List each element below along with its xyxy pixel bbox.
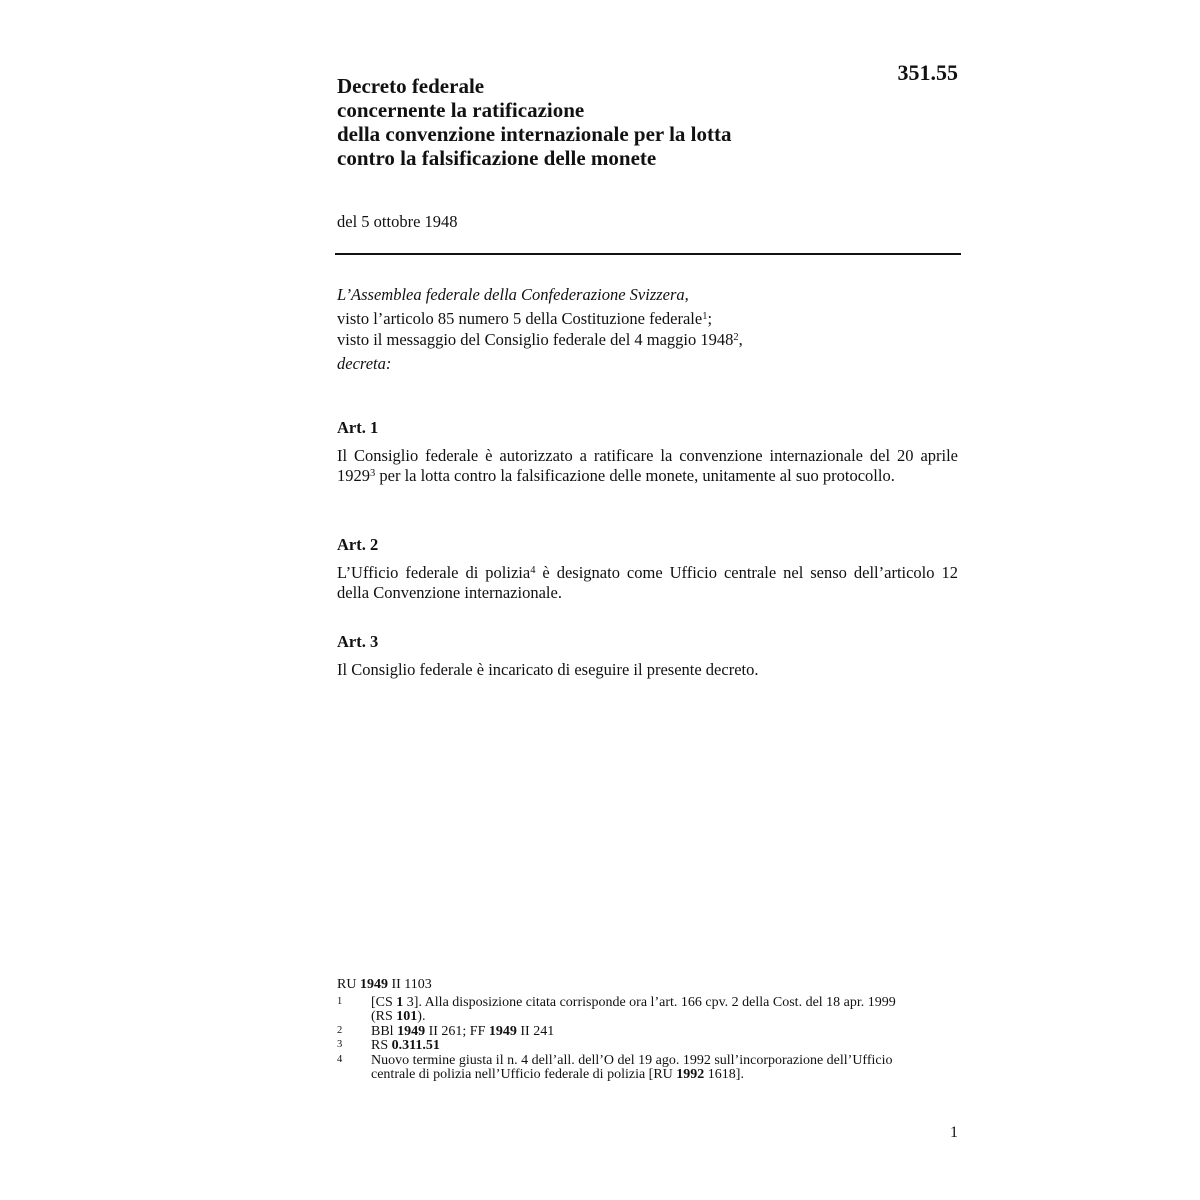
sr-number: 351.55 bbox=[897, 60, 958, 85]
preamble-text: visto l’articolo 85 numero 5 della Costituzione federale bbox=[337, 309, 703, 328]
fn-text: ). bbox=[417, 1009, 426, 1024]
footnote-text bbox=[371, 1054, 907, 1083]
footnote-number: 3 bbox=[337, 1039, 343, 1050]
article-body: Il Consiglio federale è incaricato di eseguire il presente decreto. bbox=[337, 659, 759, 679]
fn-bold: 1 bbox=[396, 994, 404, 1010]
fn-bold: 1949 bbox=[397, 1023, 426, 1039]
ru-rest: II 1103 bbox=[387, 977, 432, 992]
footnote-ref-3[interactable]: 3 bbox=[370, 468, 376, 479]
article-text: per la lotta contro la falsificazione delle monete, unitamente al suo protocollo. bbox=[375, 466, 895, 485]
preamble-assembly: L’Assemblea federale della Confederazione Svizzera, bbox=[337, 285, 689, 304]
title-line: contro la falsificazione delle monete bbox=[337, 146, 657, 170]
article-body bbox=[337, 563, 958, 604]
document-date: del 5 ottobre 1948 bbox=[337, 212, 458, 231]
article-body bbox=[337, 446, 958, 487]
preamble-punct: , bbox=[738, 330, 743, 349]
footnote-ref-2[interactable]: 2 bbox=[733, 332, 739, 343]
footnote-number: 1 bbox=[337, 995, 343, 1007]
fn-text: II 241 bbox=[516, 1023, 555, 1039]
preamble-text: visto il messaggio del Consiglio federale del 4 maggio 1948 bbox=[337, 330, 734, 349]
fn-text: II 261; FF bbox=[425, 1023, 489, 1039]
fn-bold: 1949 bbox=[488, 1023, 517, 1039]
preamble bbox=[337, 284, 959, 374]
article-text: Il Consiglio federale è autorizzato a ratificare la convenzione internazionale del 20 aprile 1929 bbox=[337, 445, 958, 485]
document-title bbox=[337, 74, 897, 170]
fn-text: RS bbox=[371, 1038, 392, 1053]
ru-reference bbox=[337, 978, 907, 993]
title-line: della convenzione internazionale per la lotta bbox=[337, 122, 732, 146]
fn-text: Nuovo termine giusta il n. 4 dell’all. dell’O del 19 ago. 1992 sull’incorporazione dell’Ufficio centrale di polizia nell’Ufficio federale di polizia [RU bbox=[371, 1052, 893, 1082]
fn-bold: 1992 bbox=[676, 1067, 705, 1082]
footnote-ref-4[interactable]: 4 bbox=[530, 564, 536, 576]
article-2 bbox=[337, 535, 958, 604]
article-3 bbox=[337, 632, 958, 680]
article-1 bbox=[337, 418, 958, 487]
page-number: 1 bbox=[950, 1124, 958, 1141]
footnote-text bbox=[371, 1025, 907, 1040]
footnote-2 bbox=[337, 1025, 907, 1040]
footnote-number: 2 bbox=[337, 1024, 343, 1036]
article-title: Art. 2 bbox=[337, 535, 379, 554]
article-text: L’Ufficio federale di polizia bbox=[337, 562, 531, 582]
fn-bold: 101 bbox=[396, 1009, 418, 1024]
fn-text: [CS bbox=[371, 994, 397, 1010]
header-divider bbox=[335, 253, 961, 255]
article-title: Art. 1 bbox=[337, 418, 379, 437]
preamble-punct: ; bbox=[707, 309, 713, 328]
ru-prefix: RU bbox=[337, 977, 360, 992]
footnote-text bbox=[371, 1039, 907, 1054]
title-line: concernente la ratificazione bbox=[337, 98, 585, 122]
ru-year: 1949 bbox=[359, 977, 388, 992]
footnote-text bbox=[371, 996, 907, 1025]
footnote-3 bbox=[337, 1039, 907, 1054]
preamble-visto-message bbox=[337, 329, 959, 350]
title-line: Decreto federale bbox=[337, 74, 485, 98]
footnote-1 bbox=[337, 996, 907, 1025]
preamble-decreta: decreta: bbox=[337, 354, 392, 373]
fn-text: BBl bbox=[371, 1023, 398, 1039]
footnote-4 bbox=[337, 1054, 907, 1083]
footnote-ref-1[interactable]: 1 bbox=[702, 311, 708, 322]
footnote-number: 4 bbox=[337, 1053, 343, 1065]
fn-text: 3]. Alla disposizione citata corrisponde ora l’art. 166 cpv. 2 della Cost. del 18 apr. 1999 (RS bbox=[371, 994, 896, 1024]
footnotes bbox=[337, 978, 907, 1083]
fn-text: 1618]. bbox=[704, 1067, 744, 1082]
fn-bold: 0.311.51 bbox=[391, 1038, 440, 1053]
article-text: è designato come Ufficio centrale nel senso dell’articolo 12 della Convenzione internazionale. bbox=[337, 562, 958, 602]
article-title: Art. 3 bbox=[337, 632, 379, 651]
preamble-visto-constitution bbox=[337, 308, 959, 329]
